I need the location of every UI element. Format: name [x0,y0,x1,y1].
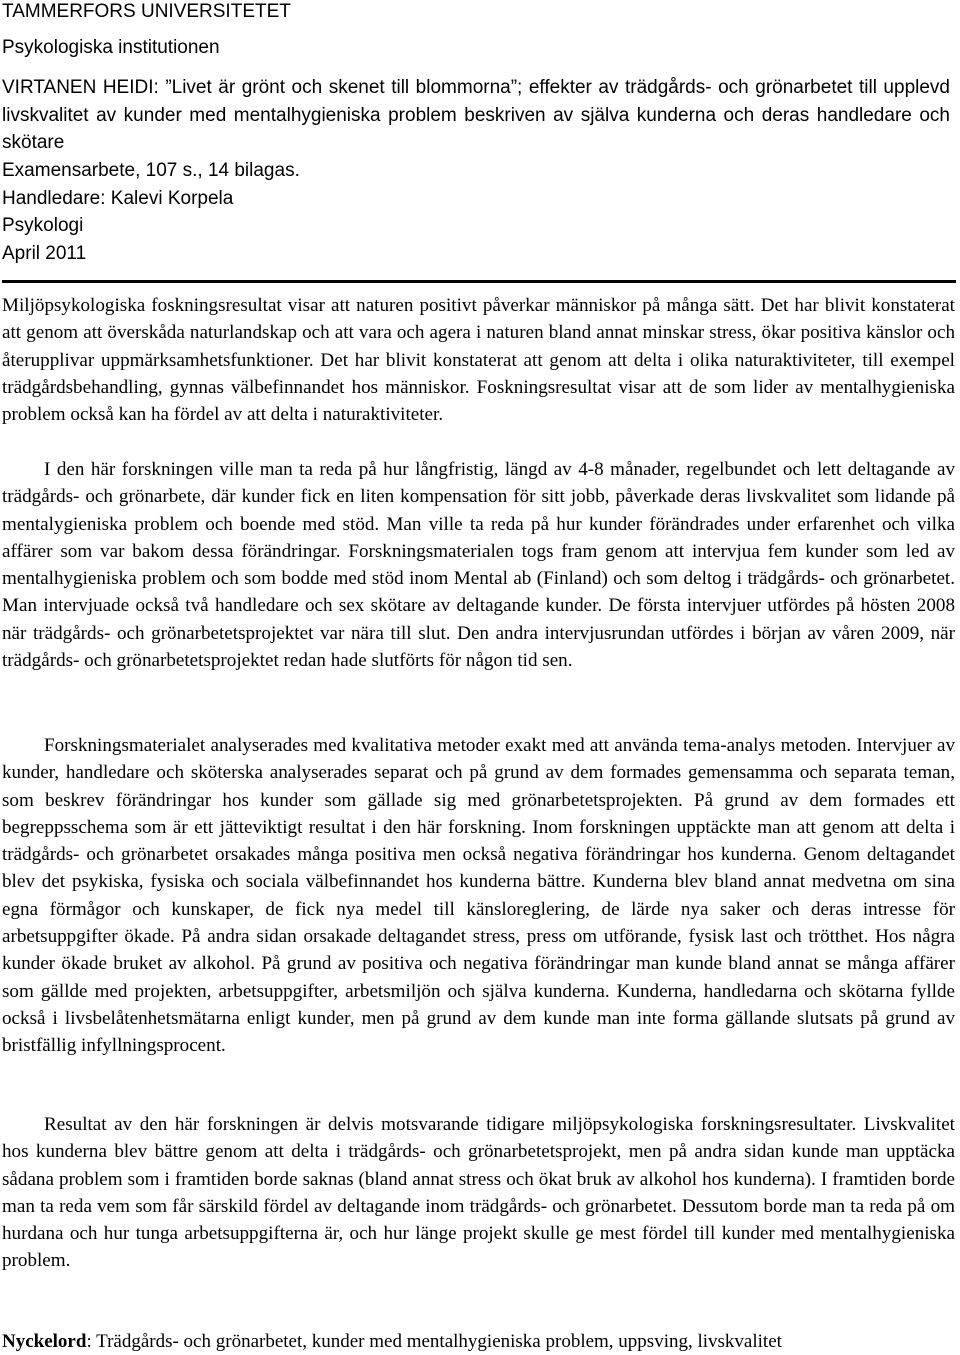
thesis-info: Examensarbete, 107 s., 14 bilagas. [2,160,300,181]
supervisor: Handledare: Kalevi Korpela [2,188,234,209]
abstract-paragraph-1: Miljöpsykologiska foskningsresultat visar att naturen positivt påverkar människor på många sätt. Det har blivit konstaterat att genom att överskåda naturlandskap och att vara och agera i naturen bland annat minskar stress, ökar positiva känslor och återupplivar uppmärksamhetsfunktioner. Det har blivit konstaterat att genom att delta i olika naturaktiviteter, till exempel trädgårdsbehandling, gynnas välbefinnandet hos människor. Foskningsresultat visar att de som lider av mentalhygieniska problem också kan ha fördel av att delta i naturaktiviteter. [2,295,955,426]
abstract-paragraph-2: I den här forskningen ville man ta reda på hur långfristig, längd av 4-8 månader, regelbundet och lett deltagande av trädgårds- och grönarbete, där kunder fick en liten kompensation för sitt jobb, påverkade deras livskvalitet som lidande på mentalygieniska problem och boende med stöd. Man ville ta reda på hur kunder förändrades under erfarenhet och vilka affärer som var bakom dessa förändringar. Forskningsmaterialen togs fram genom att intervjua fem kunder som led av mentalhygieniska problem och som bodde med stöd inom Mental ab (Finland) och som deltog i trädgårds- och grönarbetet. Man intervjuade också två handledare och sex skötare av deltagande kunder. De första intervjuer utfördes på hösten 2008 när trädgårds- och grönarbetetsprojektet var nära till slut. Den andra intervjusrundan utfördes i början av våren 2009, när trädgårds- och grönarbetetsprojektet redan hade slutförts för någon tid sen. [2,459,955,672]
header-divider [2,280,956,283]
date: April 2011 [2,243,87,264]
university-name: TAMMERFORS UNIVERSITETET [2,1,291,22]
keywords-label: Nyckelord [2,1331,87,1352]
abstract-paragraph-4: Resultat av den här forskningen är delvis motsvarande tidigare miljöpsykologiska forskningsresultater. Livskvalitet hos kunderna blev bättre genom att delta i trädgårds- och grönarbetetsprojekt, men på andra sidan kunde man upptäcka sådana problem som i framtiden borde saknas (bland annat stress och ökat bruk av alkohol hos kunderna). I framtiden borde man ta reda vem som får särskild fördel av deltagande inom trädgårds- och grönarbetet. Dessutom borde man ta reda på om hurdana och hur tunga arbetsuppgifterna är, och hur länge projekt skulle ge mest fördel till kunder med mentalhygieniska problem. [2,1114,955,1272]
keywords-separator: : [86,1331,97,1352]
author-and-title: VIRTANEN HEIDI: ”Livet är grönt och skenet till blommorna”; effekter av trädgårds- och grönarbetet till upplevd livskvalitet av kunder med mentalhygieniska problem beskriven av själva kunderna och deras handledare och skötare [2,77,950,153]
abstract-paragraph-3: Forskningsmaterialet analyserades med kvalitativa metoder exakt med att använda tema-analys metoden. Intervjuer av kunder, handledare och sköterska analyserades separat och på grund av dem formades gemensamma och separata teman, som beskrev förändringar hos kunder som gällade sig med grönarbetetsprojekten. På grund av dem formades ett begreppsschema som är ett jätteviktigt resultat i den här forskning. Inom forskningen upptäckte man att genom att delta i trädgårds- och grönarbetet orsakades många positiva men också negativa förändringar hos kunderna. Genom deltagandet blev det psykiska, fysiska och sociala välbefinnandet hos kunderna bättre. Kunderna blev bland annat medvetna om sina egna förmågor och kunskaper, de fick nya medel till känsloreglering, de lärde nya saker och deras intresse för arbetsuppgifter ökade. På andra sidan orsakade deltagandet stress, press om utförande, fysisk last och trötthet. Hos några kunder ökade bruket av alkohol. På grund av positiva och negativa förändringar man kunde bland annat se många affärer som gällde med projekten, arbetsuppgifter, arbetsmiljön och själva kunderna. Kunderna, handledarna och skötarna fyllde också i livsbelåtenhetsmätarna enligt kunder, men på grund av dem kunde man inte forma gällande slutsats på grund av bristfällig infyllningsprocent. [2,735,955,1057]
institution-name: Psykologiska institutionen [2,37,220,58]
subject: Psykologi [2,215,84,236]
keywords-text: Trädgårds- och grönarbetet, kunder med mentalhygieniska problem, uppsving, livskvalitet [96,1331,782,1352]
keywords-line [2,1331,782,1353]
